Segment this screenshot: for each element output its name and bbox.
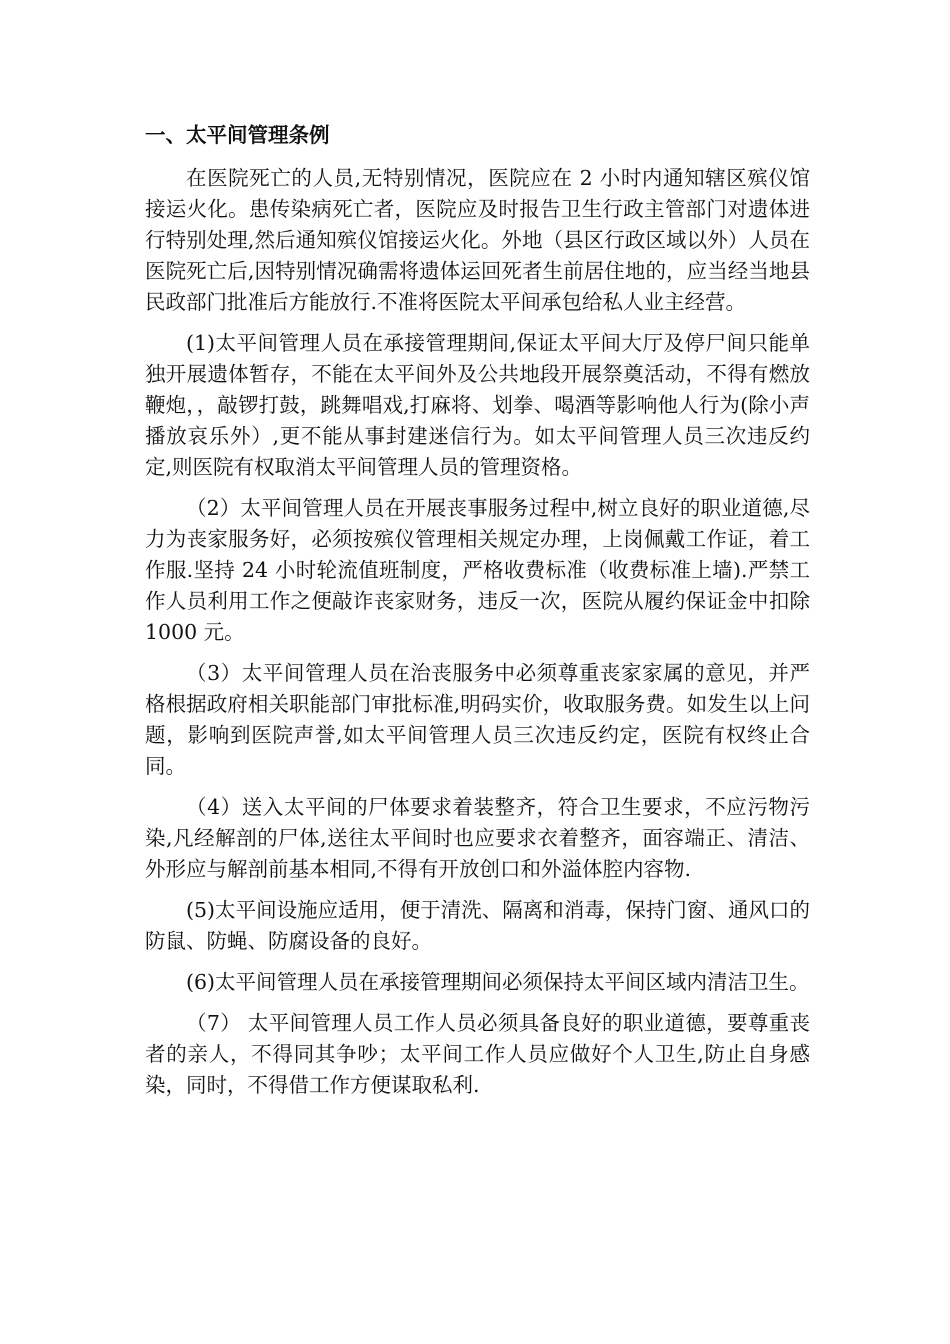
paragraph-item-5: (5)太平间设施应适用，便于清洗、隔离和消毒，保持门窗、通风口的防鼠、防蝇、防腐设备的良好。 [145, 898, 810, 953]
paragraph-item-2: （2）太平间管理人员在开展丧事服务过程中,树立良好的职业道德,尽力为丧家服务好，必须按殡仪管理相关规定办理，上岗佩戴工作证，着工作服.坚持 24 小时轮流值班制度，严格收费标准（收费标准上墙).严禁工作人员利用工作之便敲诈丧家财务，违反一次，医院从履约保证金中扣除 1000 元。 [145, 496, 810, 644]
paragraph-item-3: （3）太平间管理人员在治丧服务中必须尊重丧家家属的意见，并严格根据政府相关职能部门审批标准,明码实价，收取服务费。如发生以上问题，影响到医院声誉,如太平间管理人员三次违反约定，医院有权终止合同。 [145, 661, 810, 778]
paragraph-intro: 在医院死亡的人员,无特别情况，医院应在 2 小时内通知辖区殡仪馆接运火化。患传染病死亡者，医院应及时报告卫生行政主管部门对遗体进行特别处理,然后通知殡仪馆接运火化。外地（县区行政区域以外）人员在医院死亡后,因特别情况确需将遗体运回死者生前居住地的，应当经当地县民政部门批准后方能放行.不准将医院太平间承包给私人业主经营。 [145, 166, 810, 314]
paragraph-item-6: (6)太平间管理人员在承接管理期间必须保持太平间区域内清洁卫生。 [186, 970, 810, 994]
document-body [145, 120, 810, 1111]
paragraph-item-1: (1)太平间管理人员在承接管理期间,保证太平间大厅及停尸间只能单独开展遗体暂存，不能在太平间外及公共地段开展祭奠活动，不得有燃放鞭炮，，敲锣打鼓，跳舞唱戏,打麻将、划拳、喝酒等影响他人行为(除小声播放哀乐外）,更不能从事封建迷信行为。如太平间管理人员三次违反约定,则医院有权取消太平间管理人员的管理资格。 [145, 331, 810, 479]
paragraph-item-4: （4）送入太平间的尸体要求着装整齐，符合卫生要求，不应污物污染,凡经解剖的尸体,送往太平间时也应要求衣着整齐，面容端正、清洁、外形应与解剖前基本相同,不得有开放创口和外溢体腔内容物. [145, 795, 810, 881]
paragraph-item-7: （7） 太平间管理人员工作人员必须具备良好的职业道德，要尊重丧者的亲人，不得同其争吵；太平间工作人员应做好个人卫生,防止自身感染，同时，不得借工作方便谋取私利. [145, 1011, 810, 1097]
section-heading: 一、太平间管理条例 [145, 123, 330, 147]
